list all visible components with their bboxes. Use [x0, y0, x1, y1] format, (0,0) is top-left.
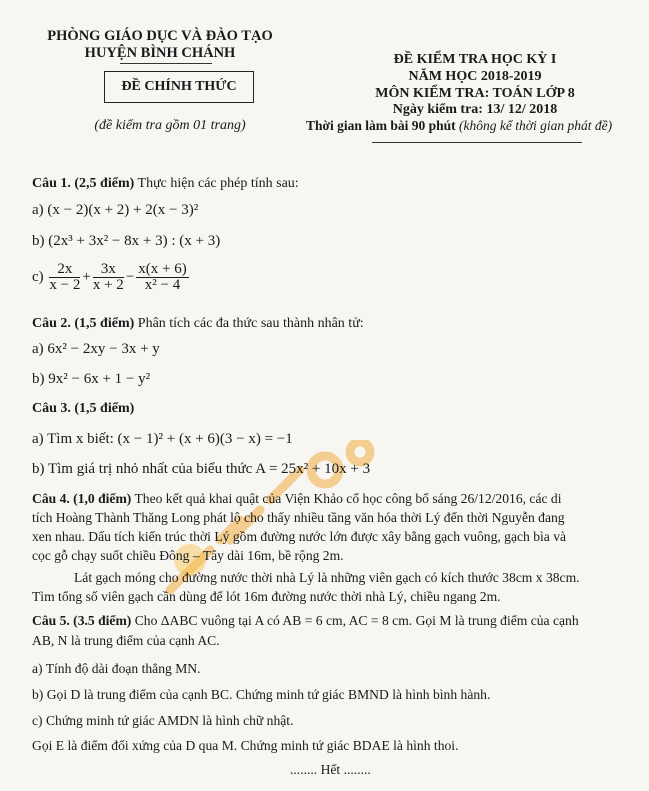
fraction: $\frac{3x}{x + 2}$: [92, 261, 124, 293]
q3-a: a) Tìm x biết: (x − 1)² + (x + 6)(3 − x) = −1: [32, 431, 293, 447]
pages-note: (đề kiểm tra gồm 01 trang): [94, 118, 246, 133]
exam-date: Ngày kiểm tra: 13/ 12/ 2018: [392, 102, 558, 117]
school-year: NĂM HỌC 2018-2019: [408, 69, 542, 84]
watermark-stroke: [350, 442, 370, 462]
official-badge: ĐỀ CHÍNH THỨC: [104, 71, 254, 103]
q1-a: a) (x − 2)(x + 2) + 2(x − 3)²: [32, 202, 199, 218]
q2-label: Câu 2. (1,5 điểm): [32, 316, 135, 331]
question-4: [32, 491, 561, 507]
q5-line: AB, N là trung điểm của cạnh AC.: [32, 633, 220, 648]
q2-a: a) 6x² − 2xy − 3x + y: [32, 341, 160, 357]
subject: MÔN KIỂM TRA: TOÁN LỚP 8: [375, 86, 575, 101]
q1-c-label: c): [32, 268, 44, 285]
q5-b: b) Gọi D là trung điểm của cạnh BC. Chứng minh tứ giác BMND là hình bình hành.: [32, 687, 491, 702]
q1-text: Thực hiện các phép tính sau:: [134, 176, 299, 191]
q4-line: Lát gạch móng cho đường nước thời nhà Lý là những viên gạch có kích thước 38cm x 38cm.: [74, 570, 580, 585]
q5-d: Gọi E là điểm đối xứng của D qua M. Chứng minh tứ giác BDAE là hình thoi.: [32, 738, 459, 753]
q5-text: Cho ΔABC vuông tại A có AB = 6 cm, AC = 8 cm. Gọi M là trung điểm của cạnh: [131, 613, 579, 628]
q2-text: Phân tích các đa thức sau thành nhân tử:: [134, 316, 364, 331]
q2-b: b) 9x² − 6x + 1 − y²: [32, 371, 151, 387]
question-3: Câu 3. (1,5 điểm): [32, 401, 135, 416]
exam-title: ĐỀ KIỂM TRA HỌC KỲ I: [393, 52, 557, 67]
divider: [120, 63, 212, 64]
department-name: PHÒNG GIÁO DỤC VÀ ĐÀO TẠO: [47, 28, 273, 44]
time-limit: [306, 118, 612, 134]
q4-line: xen nhau. Dấu tích kiến trúc thời Lý gồm đường nước lớn được xây bằng gạch vuông, gạch bìa và: [32, 529, 567, 544]
question-2: [32, 316, 364, 332]
q5-c: c) Chứng minh tứ giác AMDN là hình chữ nhật.: [32, 713, 294, 728]
fraction: $\frac{x(x + 6)}{\text{x² − 4}}$: [138, 261, 187, 293]
end-marker: ........ Hết ........: [290, 762, 371, 777]
q1-label: Câu 1. (2,5 điểm): [32, 176, 135, 191]
question-5: [32, 613, 579, 629]
q1-b: b) (2x³ + 3x² − 8x + 3) : (x + 3): [32, 233, 221, 249]
q4-line: tích Hoàng Thành Thăng Long phát lộ cho thấy nhiều tầng văn hóa thời Lý đến thời Nguyễn đang: [32, 510, 565, 525]
q4-line: cọc gỗ chạy suốt chiều Đông – Tây dài 16m, bề rộng 2m.: [32, 548, 344, 563]
fraction: $\frac{2x}{x - 2}$: [49, 261, 81, 293]
q4-line: Tìm tổng số viên gạch cần dùng để lót 16m đường nước thời nhà Lý, chiều ngang 2m.: [32, 589, 501, 604]
q1-c: c) $\frac{2x}{x - 2}$ + $\frac{3x}{x + 2}$ − $\frac{x(x + 6)}{\text{x² − 4}}$: [32, 261, 187, 293]
question-1: [32, 176, 299, 192]
time-note: (không kể thời gian phát đề): [459, 118, 613, 133]
q5-label: Câu 5. (3.5 điểm): [32, 613, 132, 628]
q5-a: a) Tính độ dài đoạn thẳng MN.: [32, 661, 201, 676]
q4-text: Theo kết quả khai quật của Viện Khảo cổ học công bố sáng 26/12/2016, các di: [131, 491, 562, 506]
district-name: HUYỆN BÌNH CHÁNH: [84, 45, 236, 61]
q3-b: b) Tìm giá trị nhỏ nhất của biểu thức A = 25x² + 10x + 3: [32, 461, 371, 477]
time-text: Thời gian làm bài 90 phút: [306, 118, 456, 133]
q4-label: Câu 4. (1,0 điểm): [32, 491, 132, 506]
divider: [372, 142, 582, 143]
